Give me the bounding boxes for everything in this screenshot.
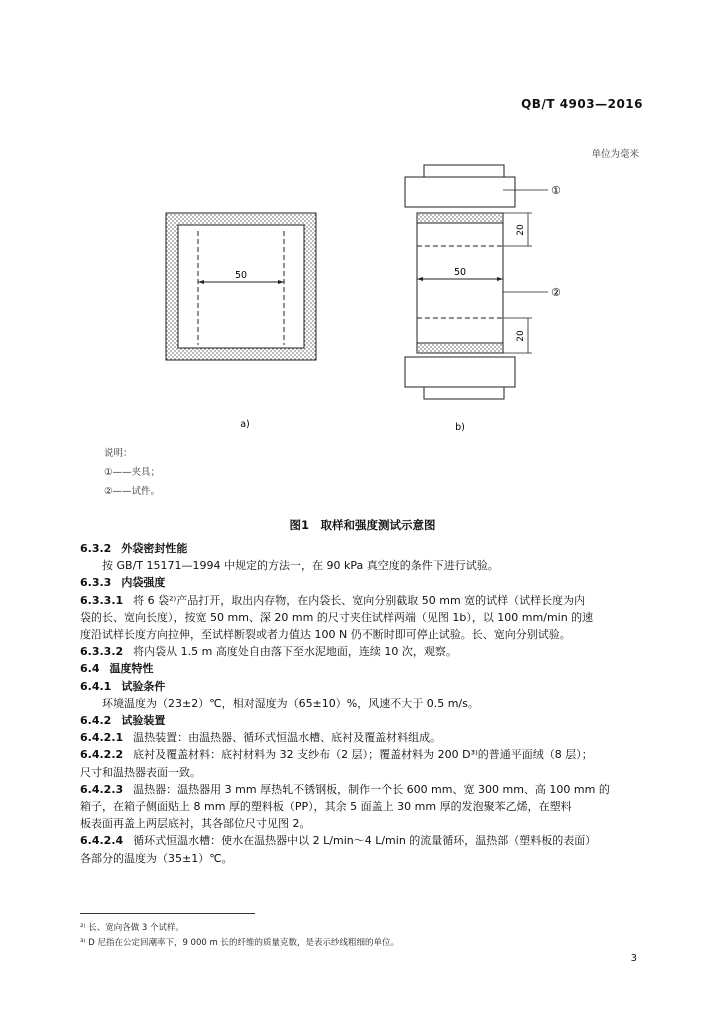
clause-text: 循环式恒温水槽：使水在温热器中以 2 L/min～4 L/min 的流量循环，温热部（塑料板的表面） bbox=[133, 834, 597, 848]
body-line bbox=[80, 832, 650, 849]
diagram-a bbox=[166, 213, 316, 360]
body-line bbox=[80, 609, 650, 626]
footnote-divider bbox=[80, 913, 255, 914]
body-line bbox=[80, 764, 650, 781]
clause-text: 将 6 袋²⁾产品打开，取出内存物，在内袋长、宽向分别截取 50 mm 宽的试样（试样长度为内 bbox=[133, 593, 586, 607]
clause-number: 6.3.3 bbox=[80, 576, 112, 590]
body-line bbox=[80, 850, 650, 867]
clause-text: 按 GB/T 15171—1994 中规定的方法一，在 90 kPa 真空度的条件下进行试验。 bbox=[102, 559, 499, 573]
clause-text: 将内袋从 1.5 m 高度处自由落下至水泥地面，连续 10 次，观察。 bbox=[133, 645, 457, 659]
clause-text: 温热装置：由温热器、循环式恒温水槽、底衬及覆盖材料组成。 bbox=[133, 731, 442, 745]
clause-text: 温度特性 bbox=[109, 662, 154, 676]
body-line bbox=[80, 781, 650, 798]
body-line bbox=[80, 798, 650, 815]
section-heading bbox=[80, 660, 650, 677]
body-line bbox=[102, 695, 672, 712]
clause-text: 环境温度为（23±2）℃，相对湿度为（65±10）%，风速不大于 0.5 m/s。 bbox=[102, 696, 479, 710]
clause-text: 尺寸和温热器表面一致。 bbox=[80, 765, 201, 779]
footnote-3: ³⁾ D 尼指在公定回潮率下，9 000 m 长的纤维的质量克数，是表示纱线粗细的单位。 bbox=[80, 938, 399, 948]
standard-number: QB/T 4903—2016 bbox=[521, 97, 643, 111]
clause-number: 6.4.1 bbox=[80, 679, 112, 693]
clause-number: 6.4.2.4 bbox=[80, 834, 124, 848]
section-heading bbox=[80, 712, 650, 729]
legend-item-1: ①——夹具； bbox=[104, 467, 161, 478]
body-line bbox=[80, 746, 650, 763]
clause-text: 板表面再盖上两层底衬，其各部位尺寸见图 2。 bbox=[80, 817, 311, 831]
clause-number: 6.3.3.2 bbox=[80, 645, 124, 659]
body-line bbox=[80, 626, 650, 643]
clause-number: 6.4.2.1 bbox=[80, 731, 124, 745]
section-heading bbox=[80, 678, 650, 695]
clause-text: 袋的长、宽向长度），按宽 50 mm、深 20 mm 的尺寸夹住试样两端（见图 1b），以 100 mm/min 的速 bbox=[80, 610, 594, 624]
clause-text: 外袋密封性能 bbox=[121, 542, 188, 555]
unit-note: 单位为毫米 bbox=[591, 149, 639, 160]
body-line bbox=[80, 815, 650, 832]
dim-50-a: 50 bbox=[234, 270, 248, 281]
page-number: 3 bbox=[630, 953, 637, 964]
figure-title: 图1 取样和强度测试示意图 bbox=[289, 518, 436, 532]
body-line bbox=[80, 643, 650, 660]
callout-1: ① bbox=[551, 184, 561, 197]
legend-title: 说明： bbox=[104, 448, 133, 459]
body-line bbox=[80, 729, 650, 746]
clause-number: 6.4.2.3 bbox=[80, 782, 124, 796]
clause-number: 6.3.3.1 bbox=[80, 593, 124, 607]
clause-text: 各部分的温度为（35±1）℃。 bbox=[80, 851, 233, 865]
body-line bbox=[102, 557, 672, 574]
figure-diagram bbox=[0, 0, 725, 440]
clause-text: 试验条件 bbox=[121, 679, 166, 693]
clause-text: 箱子，在箱子侧面贴上 8 mm 厚的塑料板（PP），其余 5 面盖上 30 mm 厚的发泡聚苯乙烯，在塑料 bbox=[80, 800, 572, 813]
section-heading bbox=[80, 540, 650, 557]
callout-2: ② bbox=[551, 286, 561, 299]
dim-50-b: 50 bbox=[453, 267, 467, 278]
legend-item-2: ②——试件。 bbox=[104, 486, 161, 497]
body-line bbox=[80, 592, 650, 609]
clause-text: 试验装置 bbox=[121, 714, 166, 727]
subfigure-b-label: b) bbox=[455, 422, 465, 433]
subfigure-a-label: a) bbox=[240, 419, 250, 430]
dim-20-bottom: 20 bbox=[516, 330, 526, 342]
clause-number: 6.4.2 bbox=[80, 714, 112, 727]
section-heading bbox=[80, 574, 650, 591]
diagram-b bbox=[405, 165, 548, 399]
clause-number: 6.4 bbox=[80, 662, 100, 676]
clause-text: 底衬及覆盖材料：底衬材料为 32 支纱布（2 层）；覆盖材料为 200 D³⁾的普通平面绒（8 层）； bbox=[133, 748, 593, 762]
footnote-2: ²⁾ 长、宽向各做 3 个试样。 bbox=[80, 923, 185, 933]
dim-20-top: 20 bbox=[516, 224, 526, 236]
clause-number: 6.4.2.2 bbox=[80, 748, 124, 762]
clause-text: 内袋强度 bbox=[121, 576, 166, 590]
clause-text: 温热器：温热器用 3 mm 厚热轧不锈钢板，制作一个长 600 mm、宽 300 mm、高 100 mm 的 bbox=[133, 782, 610, 796]
clause-text: 度沿试样长度方向拉伸，至试样断裂或者力值达 100 N 仍不断时即可停止试验。长、宽向分别试验。 bbox=[80, 628, 571, 641]
clause-number: 6.3.2 bbox=[80, 542, 112, 555]
